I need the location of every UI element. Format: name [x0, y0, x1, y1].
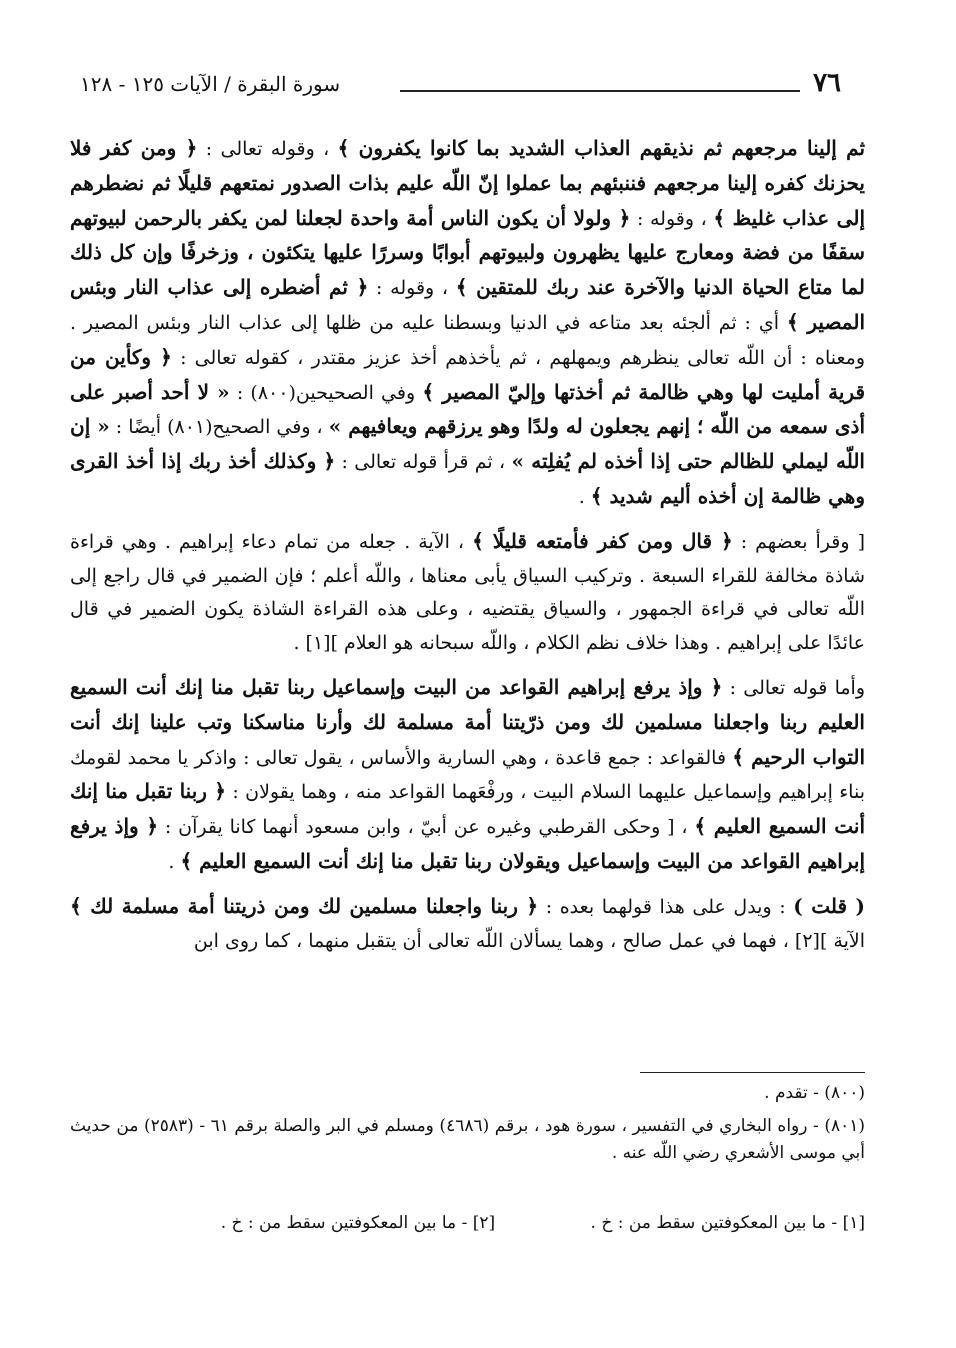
text-run: ، الآية . جعله من تمام دعاء إبراهيم . وهي قراءة شاذة مخالفة للقراء السبعة . وتركيب السياق يأبى معناها ، واللّه أعلم ؛ فإن الضمير في قال راجع إلى اللّه تعالى في قراءة الجمهور ، والسياق يقتضيه ، وعلى هذه القراءة الشاذة يكون الضمير في قال عائدًا على إبراهيم . وهذا خلاف نظم الكلام ، واللّه سبحانه هو العلام ][١] . — [70, 530, 865, 655]
quran-quote: ﴿ قال ومن كفر فأمتعه قليلًا ﴾ — [472, 528, 733, 553]
editor-notes — [70, 1210, 865, 1237]
paragraph-1 — [70, 132, 865, 515]
quran-quote: ﴿ ثم أضطره إلى عذاب النار وبئس المصير ﴾ — [70, 275, 865, 334]
qultu-label: ( قلت ) — [793, 893, 866, 918]
editor-note-2: [٢] - ما بين المعكوفتين سقط من : خ . — [220, 1213, 496, 1233]
hadith-quote: « لا أحد أصبر على أذى سمعه من اللّه ؛ إنهم يجعلون له ولدًا وهو يرزقهم ويعافيهم » — [70, 379, 865, 439]
text-run: الآية ][٢] ، فهما في عمل صالح ، وهما يسألان اللّه تعالى أن يتقبل منهما ، كما روى ابن — [193, 929, 865, 952]
text-run: أي : ثم ألجئه بعد متاعه في الدنيا وبسطنا عليه من ظلها إلى عذاب النار وبئس المصير . ومعناه : أن اللّه تعالى ينظرهم ويمهلهم ، ثم يأخذهم أخذ عزيز مقتدر ، كقوله تعالى : — [70, 311, 865, 369]
quran-quote: ﴿ وإذ يرفع إبراهيم القواعد من البيت وإسماعيل ربنا تقبل منا إنك أنت السميع العليم ربنا واجعلنا مسلمين لك ومن ذرّيتنا أمة مسلمة لك وأرنا مناسكنا وتب علينا إنك أنت التواب الرحيم ﴾ — [70, 674, 866, 769]
quran-quote: ﴿ وكذلك أخذ ربك إذا أخذ القرى وهي ظالمة إن أخذه أليم شديد ﴾ — [70, 449, 865, 508]
footnote-rule — [640, 1072, 865, 1073]
footnote-801: (٨٠١) - رواه البخاري في التفسير ، سورة هود ، برقم (٤٦٨٦) ومسلم في البر والصلة برقم ٦١ - (٢٥٨٣) من حديث أبي موسى الأشعري رضي اللّه عنه . — [70, 1116, 865, 1163]
quran-quote: ﴿ ربنا تقبل منا إنك أنت السميع العليم ﴾ — [70, 779, 866, 839]
quran-quote: ﴿ ربنا واجعلنا مسلمين لك ومن ذريتنا أمة مسلمة لك ﴾ — [70, 893, 539, 918]
quran-quote: ﴿ ولولا أن يكون الناس أمة واحدة لجعلنا لمن يكفر بالرحمن لبيوتهم سقفًا من فضة ومعارج عليها يظهرون ولبيوتهم أبوابًا وسررًا عليها يتكئون ، وزخرفًا وإن كل ذلك لما متاع الحياة الدنيا والآخرة عند ربك للمتقين ﴾ — [70, 205, 865, 300]
paragraph-3 — [70, 671, 865, 880]
quran-quote: ثم إلينا مرجعهم ثم نذيقهم العذاب الشديد بما كانوا يكفرون ﴾ — [337, 136, 866, 160]
text-run: وأما قوله تعالى : — [722, 676, 865, 699]
editor-note-1: [١] - ما بين المعكوفتين سقط من : خ . — [590, 1213, 865, 1233]
text-run: ، وقوله تعالى : — [197, 138, 338, 160]
footnotes — [70, 1080, 865, 1173]
hadith-quote: « إن اللّه ليملي للظالم حتى إذا أخذه لم يُفلِته » — [70, 414, 865, 474]
page-header — [80, 68, 841, 108]
text-run: وفي الصحيحين(٨٠٠) : — [229, 381, 423, 404]
running-title: سورة البقرة / الآيات ١٢٥ - ١٢٨ — [80, 72, 341, 96]
text-run: ، وفي الصحيح(٨٠١) أيضًا : — [109, 416, 329, 439]
text-run: ، وقوله : — [630, 207, 714, 230]
quran-quote: ﴿ وإذ يرفع إبراهيم القواعد من البيت وإسماعيل ويقولان ربنا تقبل منا إنك أنت السميع العليم ﴾ — [70, 814, 865, 873]
text-run: [ وقرأ بعضهم : — [732, 530, 866, 553]
text-run: فالقواعد : جمع قاعدة ، وهي السارية والأساس ، يقول تعالى : واذكر يا محمد لقومك بناء إبراهيم وإسماعيل عليهما السلام البيت ، ورفْعَهما القواعد منه ، وهما يقولان : — [70, 746, 865, 804]
page-number: ٧٦ — [813, 68, 841, 98]
text-run: ، وقوله : — [368, 277, 456, 300]
quran-quote: ﴿ وكأين من قرية أمليت لها وهي ظالمة ثم أخذتها وإليّ المصير ﴾ — [70, 344, 866, 404]
quran-quote: ﴿ ومن كفر فلا يحزنك كفره إلينا مرجعهم فننبئهم بما عملوا إنّ اللّه عليم بذات الصدور نمتعهم قليلًا ثم نضطرهم إلى عذاب غليظ ﴾ — [70, 136, 865, 230]
paragraph-2 — [70, 525, 865, 661]
footnote-800: (٨٠٠) - تقدم . — [764, 1083, 865, 1103]
paragraph-4 — [70, 890, 865, 959]
text-run: . — [578, 485, 591, 508]
main-text — [70, 132, 865, 968]
text-run: : ويدل على هذا قولهما بعده : — [538, 895, 794, 918]
text-run: ، [ وحكى القرطبي وغيره عن أبيّ ، وابن مسعود أنهما كانا يقرآن : — [158, 816, 695, 839]
header-rule — [400, 90, 800, 92]
text-run: ، ثم قرأ قوله تعالى : — [335, 451, 512, 474]
text-run: . — [168, 850, 181, 873]
